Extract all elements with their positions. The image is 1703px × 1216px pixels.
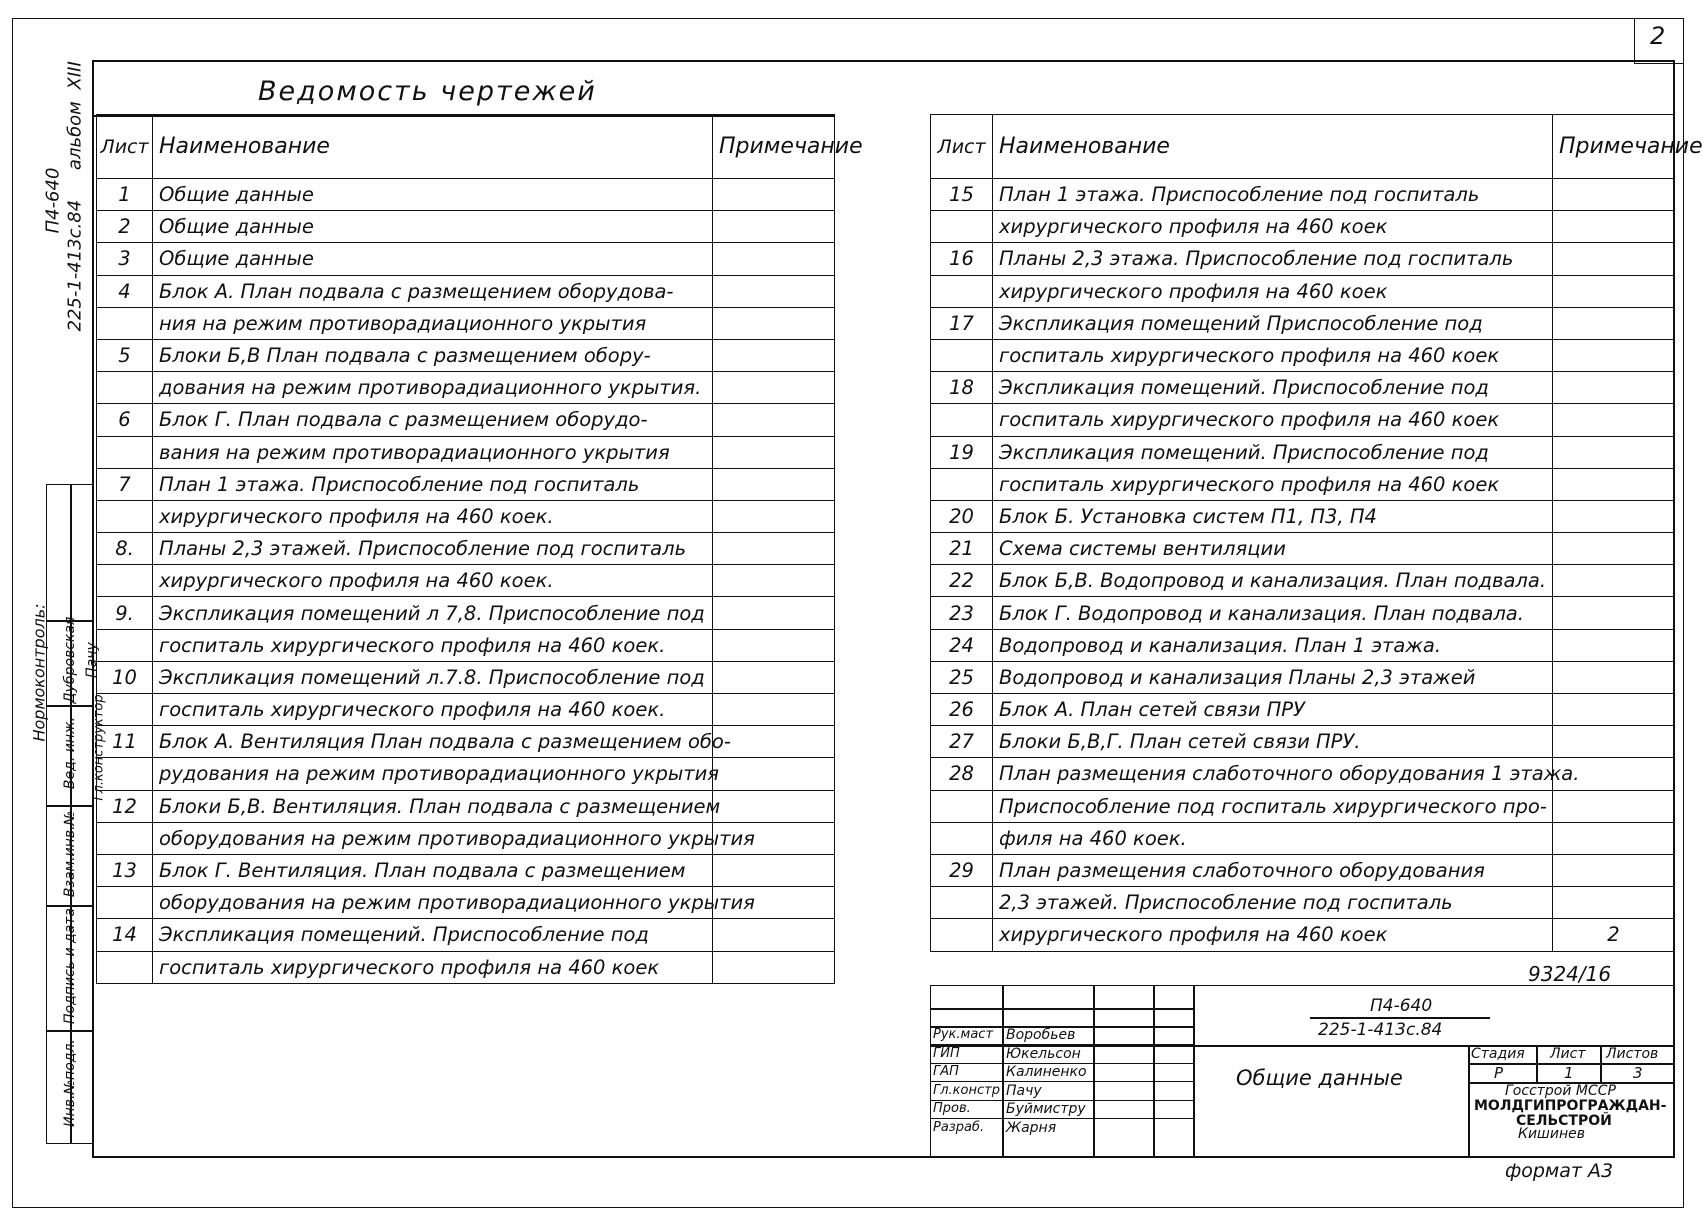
row-note (1553, 372, 1675, 404)
tb-role-line (930, 1044, 1193, 1045)
tb-role: ГАП (933, 1064, 959, 1079)
row-title: План размещения слаботочного оборудования 1 этажа. (993, 758, 1553, 790)
table-row (97, 951, 835, 983)
sidebar-label-inv: Инв.№подл. (62, 1039, 78, 1127)
row-note (1553, 307, 1675, 339)
row-title: госпиталь хирургического профиля на 460 коек. (153, 694, 713, 726)
left-register-table (96, 114, 863, 984)
row-sheet-number: 25 (931, 661, 993, 693)
row-title: госпиталь хирургического профиля на 460 коек. (153, 629, 713, 661)
row-note (1553, 790, 1675, 822)
tb-vline (1536, 1045, 1538, 1082)
row-note (713, 629, 835, 661)
table-row (931, 275, 1675, 307)
row-note (1553, 597, 1675, 629)
row-title: госпиталь хирургического профиля на 460 коек (993, 468, 1553, 500)
table-row (97, 565, 835, 597)
row-title: Водопровод и канализация. План 1 этажа. (993, 629, 1553, 661)
row-title: Блоки Б,В. Вентиляция. План подвала с размещением (153, 790, 713, 822)
row-sheet-number: 9. (97, 597, 153, 629)
row-title: Блок Б,В. Водопровод и канализация. План подвала. (993, 565, 1553, 597)
page-title: Ведомость чертежей (258, 76, 597, 107)
table-row (931, 533, 1675, 565)
row-sheet-number: 22 (931, 565, 993, 597)
table-row (97, 307, 835, 339)
tb-org-line4: Кишинев (1518, 1126, 1585, 1142)
row-sheet-number (931, 211, 993, 243)
sidebar-name-1: Дубровская (62, 616, 78, 704)
sidebar-label-lead-eng: Вед. инж. (62, 716, 78, 790)
tb-sheets-label: Листов (1606, 1046, 1659, 1062)
table-row (931, 694, 1675, 726)
row-sheet-number (97, 887, 153, 919)
row-title: вания на режим противорадиационного укрытия (153, 436, 713, 468)
row-note (713, 854, 835, 886)
row-title: Блок Г. Водопровод и канализация. План подвала. (993, 597, 1553, 629)
table-row (97, 694, 835, 726)
table-row (97, 887, 835, 919)
row-title: оборудования на режим противорадиационного укрытия (153, 822, 713, 854)
row-sheet-number: 3 (97, 243, 153, 275)
row-sheet-number (931, 887, 993, 919)
tb-role-line (930, 1081, 1193, 1082)
table-row (97, 790, 835, 822)
table-row (97, 243, 835, 275)
row-sheet-number: 11 (97, 726, 153, 758)
table-row (931, 629, 1675, 661)
row-sheet-number: 28 (931, 758, 993, 790)
tb-series: 225-1-413с.84 (1318, 1020, 1443, 1040)
row-title: План 1 этажа. Приспособление под госпиталь (153, 468, 713, 500)
row-title: Общие данные (153, 179, 713, 211)
row-note (713, 275, 835, 307)
table-row (931, 468, 1675, 500)
row-note (713, 211, 835, 243)
row-title: оборудования на режим противорадиационного укрытия (153, 887, 713, 919)
col-sheet-header: Лист (931, 115, 993, 179)
table-row (97, 275, 835, 307)
tb-stage-label: Стадия (1471, 1046, 1525, 1062)
row-note (1553, 887, 1675, 919)
row-sheet-number (931, 822, 993, 854)
row-sheet-number: 20 (931, 500, 993, 532)
table-row (97, 211, 835, 243)
row-note (1553, 339, 1675, 371)
row-note (713, 597, 835, 629)
row-title: Водопровод и канализация Планы 2,3 этажей (993, 661, 1553, 693)
tb-vline (1002, 985, 1004, 1158)
row-title: госпиталь хирургического профиля на 460 коек (993, 404, 1553, 436)
row-title: Экспликация помещений. Приспособление под (153, 919, 713, 951)
row-title: Экспликация помещений л 7,8. Приспособление под (153, 597, 713, 629)
tb-sheets-value: 3 (1633, 1064, 1643, 1082)
table-row (97, 854, 835, 886)
row-sheet-number: 10 (97, 661, 153, 693)
row-note (713, 694, 835, 726)
row-title: дования на режим противорадиационного укрытия. (153, 372, 713, 404)
row-note (713, 372, 835, 404)
row-title: рудования на режим противорадиационного укрытия (153, 758, 713, 790)
sidebar-label-replace: Взам.инв.№ (62, 810, 78, 898)
table-row (97, 179, 835, 211)
tb-role: Пров. (933, 1101, 971, 1116)
row-sheet-number (97, 372, 153, 404)
tb-role: Гл.констр (933, 1083, 1000, 1098)
col-name-header: Наименование (993, 115, 1553, 179)
row-title: хирургического профиля на 460 коек (993, 919, 1553, 951)
row-sheet-number (97, 565, 153, 597)
row-title: Планы 2,3 этажа. Приспособление под госпиталь (993, 243, 1553, 275)
album-code-text: П4-640 (42, 167, 64, 234)
row-note (713, 468, 835, 500)
row-sheet-number: 21 (931, 533, 993, 565)
row-title: Экспликация помещений. Приспособление под (993, 372, 1553, 404)
tb-stage-value: Р (1494, 1064, 1504, 1082)
row-sheet-number: 27 (931, 726, 993, 758)
row-note (1553, 694, 1675, 726)
row-title: Приспособление под госпиталь хирургического про- (993, 790, 1553, 822)
row-note (1553, 822, 1675, 854)
sheet-number: 2 (1650, 22, 1666, 50)
col-note-header: Примечание (713, 115, 835, 179)
row-sheet-number: 7 (97, 468, 153, 500)
table-row (931, 661, 1675, 693)
row-title: хирургического профиля на 460 коек (993, 211, 1553, 243)
row-sheet-number: 14 (97, 919, 153, 951)
row-sheet-number: 19 (931, 436, 993, 468)
row-title: План размещения слаботочного оборудования (993, 854, 1553, 886)
row-sheet-number (931, 790, 993, 822)
table-row (97, 758, 835, 790)
row-title: Блоки Б,В,Г. План сетей связи ПРУ. (993, 726, 1553, 758)
row-title: госпиталь хирургического профиля на 460 коек (153, 951, 713, 983)
row-title: Экспликация помещений. Приспособление под (993, 436, 1553, 468)
table-row (97, 468, 835, 500)
table-row (931, 887, 1675, 919)
tb-person-name: Пачу (1006, 1083, 1042, 1099)
row-title: Планы 2,3 этажей. Приспособление под госпиталь (153, 533, 713, 565)
row-note (1553, 726, 1675, 758)
row-title: Блок А. План сетей связи ПРУ (993, 694, 1553, 726)
row-note (1553, 565, 1675, 597)
tb-role-line (930, 1118, 1193, 1119)
tb-vline (1193, 985, 1195, 1158)
table-row (931, 565, 1675, 597)
row-note (713, 436, 835, 468)
row-note (1553, 854, 1675, 886)
row-title: филя на 460 коек. (993, 822, 1553, 854)
row-title: 2,3 этажей. Приспособление под госпиталь (993, 887, 1553, 919)
row-sheet-number (97, 500, 153, 532)
album-number: XIII (64, 61, 86, 90)
album-word: альбом (64, 101, 86, 171)
tb-code-line (1310, 1017, 1490, 1019)
row-sheet-number: 16 (931, 243, 993, 275)
row-note (713, 790, 835, 822)
row-note (1553, 661, 1675, 693)
archive-number: 9324/16 (1528, 962, 1612, 986)
table-row (931, 790, 1675, 822)
table-row (97, 533, 835, 565)
row-sheet-number: 2 (97, 211, 153, 243)
table-row (97, 597, 835, 629)
row-title: хирургического профиля на 460 коек (993, 275, 1553, 307)
tb-code: П4-640 (1370, 996, 1433, 1016)
sidebar-name-2: Пачу (84, 642, 100, 678)
row-sheet-number: 24 (931, 629, 993, 661)
tb-person-name: Жарня (1006, 1120, 1057, 1136)
row-sheet-number: 12 (97, 790, 153, 822)
table-row (97, 629, 835, 661)
table-row (931, 597, 1675, 629)
row-note (1553, 533, 1675, 565)
sidebar-label-sign: Подпись и дата (62, 908, 78, 1024)
col-note-header: Примечание (1553, 115, 1675, 179)
table-row (931, 854, 1675, 886)
table-row (931, 179, 1675, 211)
row-sheet-number (931, 919, 993, 951)
row-note (713, 307, 835, 339)
table-row (931, 339, 1675, 371)
row-note (713, 565, 835, 597)
table-row (97, 339, 835, 371)
row-title: Блоки Б,В План подвала с размещением обору- (153, 339, 713, 371)
row-sheet-number (97, 436, 153, 468)
tb-role: Рук.маст (933, 1027, 994, 1042)
row-title: Общие данные (153, 211, 713, 243)
row-note (713, 179, 835, 211)
row-note (713, 243, 835, 275)
tb-vline (1153, 985, 1155, 1158)
row-sheet-number: 23 (931, 597, 993, 629)
row-sheet-number: 15 (931, 179, 993, 211)
left-table-body (97, 179, 835, 984)
tb-sheet-value: 1 (1564, 1064, 1574, 1082)
row-note (713, 661, 835, 693)
row-title: Блок А. План подвала с размещением оборудова- (153, 275, 713, 307)
row-title: Экспликация помещений л.7.8. Приспособление под (153, 661, 713, 693)
row-sheet-number: 5 (97, 339, 153, 371)
table-row (931, 307, 1675, 339)
tb-vline (1093, 985, 1095, 1158)
row-note (713, 500, 835, 532)
row-sheet-number: 4 (97, 275, 153, 307)
norm-control-label: Нормоконтроль: (29, 603, 49, 742)
row-sheet-number (97, 307, 153, 339)
table-row (97, 822, 835, 854)
row-sheet-number (931, 339, 993, 371)
table-row (97, 661, 835, 693)
row-note (1553, 404, 1675, 436)
tb-org-line1: Госстрой МССР (1505, 1083, 1616, 1099)
row-note (713, 339, 835, 371)
row-sheet-number: 26 (931, 694, 993, 726)
album-series-text: 225-1-413с.84 (64, 199, 86, 332)
tb-role: Разраб. (933, 1120, 985, 1135)
album-series (64, 61, 86, 332)
row-title: Общие данные (153, 243, 713, 275)
tb-person-name: Калиненко (1006, 1064, 1087, 1080)
tb-person-name: Воробьев (1006, 1027, 1076, 1043)
table-row (931, 436, 1675, 468)
row-title: Экспликация помещений Приспособление под (993, 307, 1553, 339)
tb-sheet-label: Лист (1550, 1046, 1586, 1062)
table-row (97, 919, 835, 951)
row-title: Блок Б. Установка систем П1, П3, П4 (993, 500, 1553, 532)
row-title: Схема системы вентиляции (993, 533, 1553, 565)
row-note (713, 919, 835, 951)
row-title: Блок Г. Вентиляция. План подвала с размещением (153, 854, 713, 886)
row-sheet-number: 1 (97, 179, 153, 211)
row-title: План 1 этажа. Приспособление под госпиталь (993, 179, 1553, 211)
table-row (931, 822, 1675, 854)
left-table-header (97, 115, 835, 179)
row-sheet-number (931, 275, 993, 307)
table-row (97, 372, 835, 404)
tb-vline (1600, 1045, 1602, 1082)
right-table-body (931, 179, 1675, 952)
table-row (97, 436, 835, 468)
col-sheet-header: Лист (97, 115, 153, 179)
table-row (931, 758, 1675, 790)
table-row (97, 404, 835, 436)
col-name-header: Наименование (153, 115, 713, 179)
table-row (931, 919, 1675, 951)
table-row (931, 500, 1675, 532)
row-title: Блок А. Вентиляция План подвала с размещением обо- (153, 726, 713, 758)
table-row (931, 372, 1675, 404)
row-note (713, 533, 835, 565)
tb-org-line3: СЕЛЬСТРОЙ (1516, 1113, 1612, 1129)
row-sheet-number (931, 468, 993, 500)
table-row (931, 243, 1675, 275)
row-sheet-number: 6 (97, 404, 153, 436)
row-sheet-number: 13 (97, 854, 153, 886)
row-sheet-number: 8. (97, 533, 153, 565)
row-note (1553, 179, 1675, 211)
right-table-header (931, 115, 1675, 179)
tb-person-name: Буймистру (1006, 1101, 1086, 1117)
row-note (713, 758, 835, 790)
row-note (713, 951, 835, 983)
row-title: госпиталь хирургического профиля на 460 коек (993, 339, 1553, 371)
tb-role: ГИП (933, 1046, 960, 1061)
row-title: Блок Г. План подвала с размещением оборудо- (153, 404, 713, 436)
row-sheet-number (931, 404, 993, 436)
album-code (43, 86, 64, 316)
table-row (97, 726, 835, 758)
row-sheet-number: 29 (931, 854, 993, 886)
row-sheet-number: 17 (931, 307, 993, 339)
sidebar-label-chief: Гл.конструктор (91, 694, 107, 801)
tb-person-name: Юкельсон (1006, 1046, 1081, 1062)
row-sheet-number (97, 822, 153, 854)
format-label: формат А3 (1505, 1160, 1614, 1182)
row-title: хирургического профиля на 460 коек. (153, 565, 713, 597)
row-note (1553, 275, 1675, 307)
row-title: ния на режим противорадиационного укрытия (153, 307, 713, 339)
table-row (97, 500, 835, 532)
tb-hline (930, 1008, 1193, 1010)
row-note (1553, 211, 1675, 243)
row-note (713, 404, 835, 436)
row-sheet-number (97, 951, 153, 983)
row-note: 2 (1553, 919, 1675, 951)
row-note (1553, 436, 1675, 468)
row-note (1553, 629, 1675, 661)
table-row (931, 726, 1675, 758)
tb-org-line2: МОЛДГИПРОГРАЖДАН- (1474, 1098, 1667, 1114)
row-sheet-number (97, 629, 153, 661)
tb-document-name: Общие данные (1236, 1066, 1403, 1090)
table-row (931, 404, 1675, 436)
table-row (931, 211, 1675, 243)
row-note (1553, 243, 1675, 275)
row-note (1553, 468, 1675, 500)
tb-vline (1468, 1045, 1470, 1158)
row-title: хирургического профиля на 460 коек. (153, 500, 713, 532)
right-register-table (930, 114, 1703, 952)
row-note (1553, 500, 1675, 532)
row-sheet-number: 18 (931, 372, 993, 404)
